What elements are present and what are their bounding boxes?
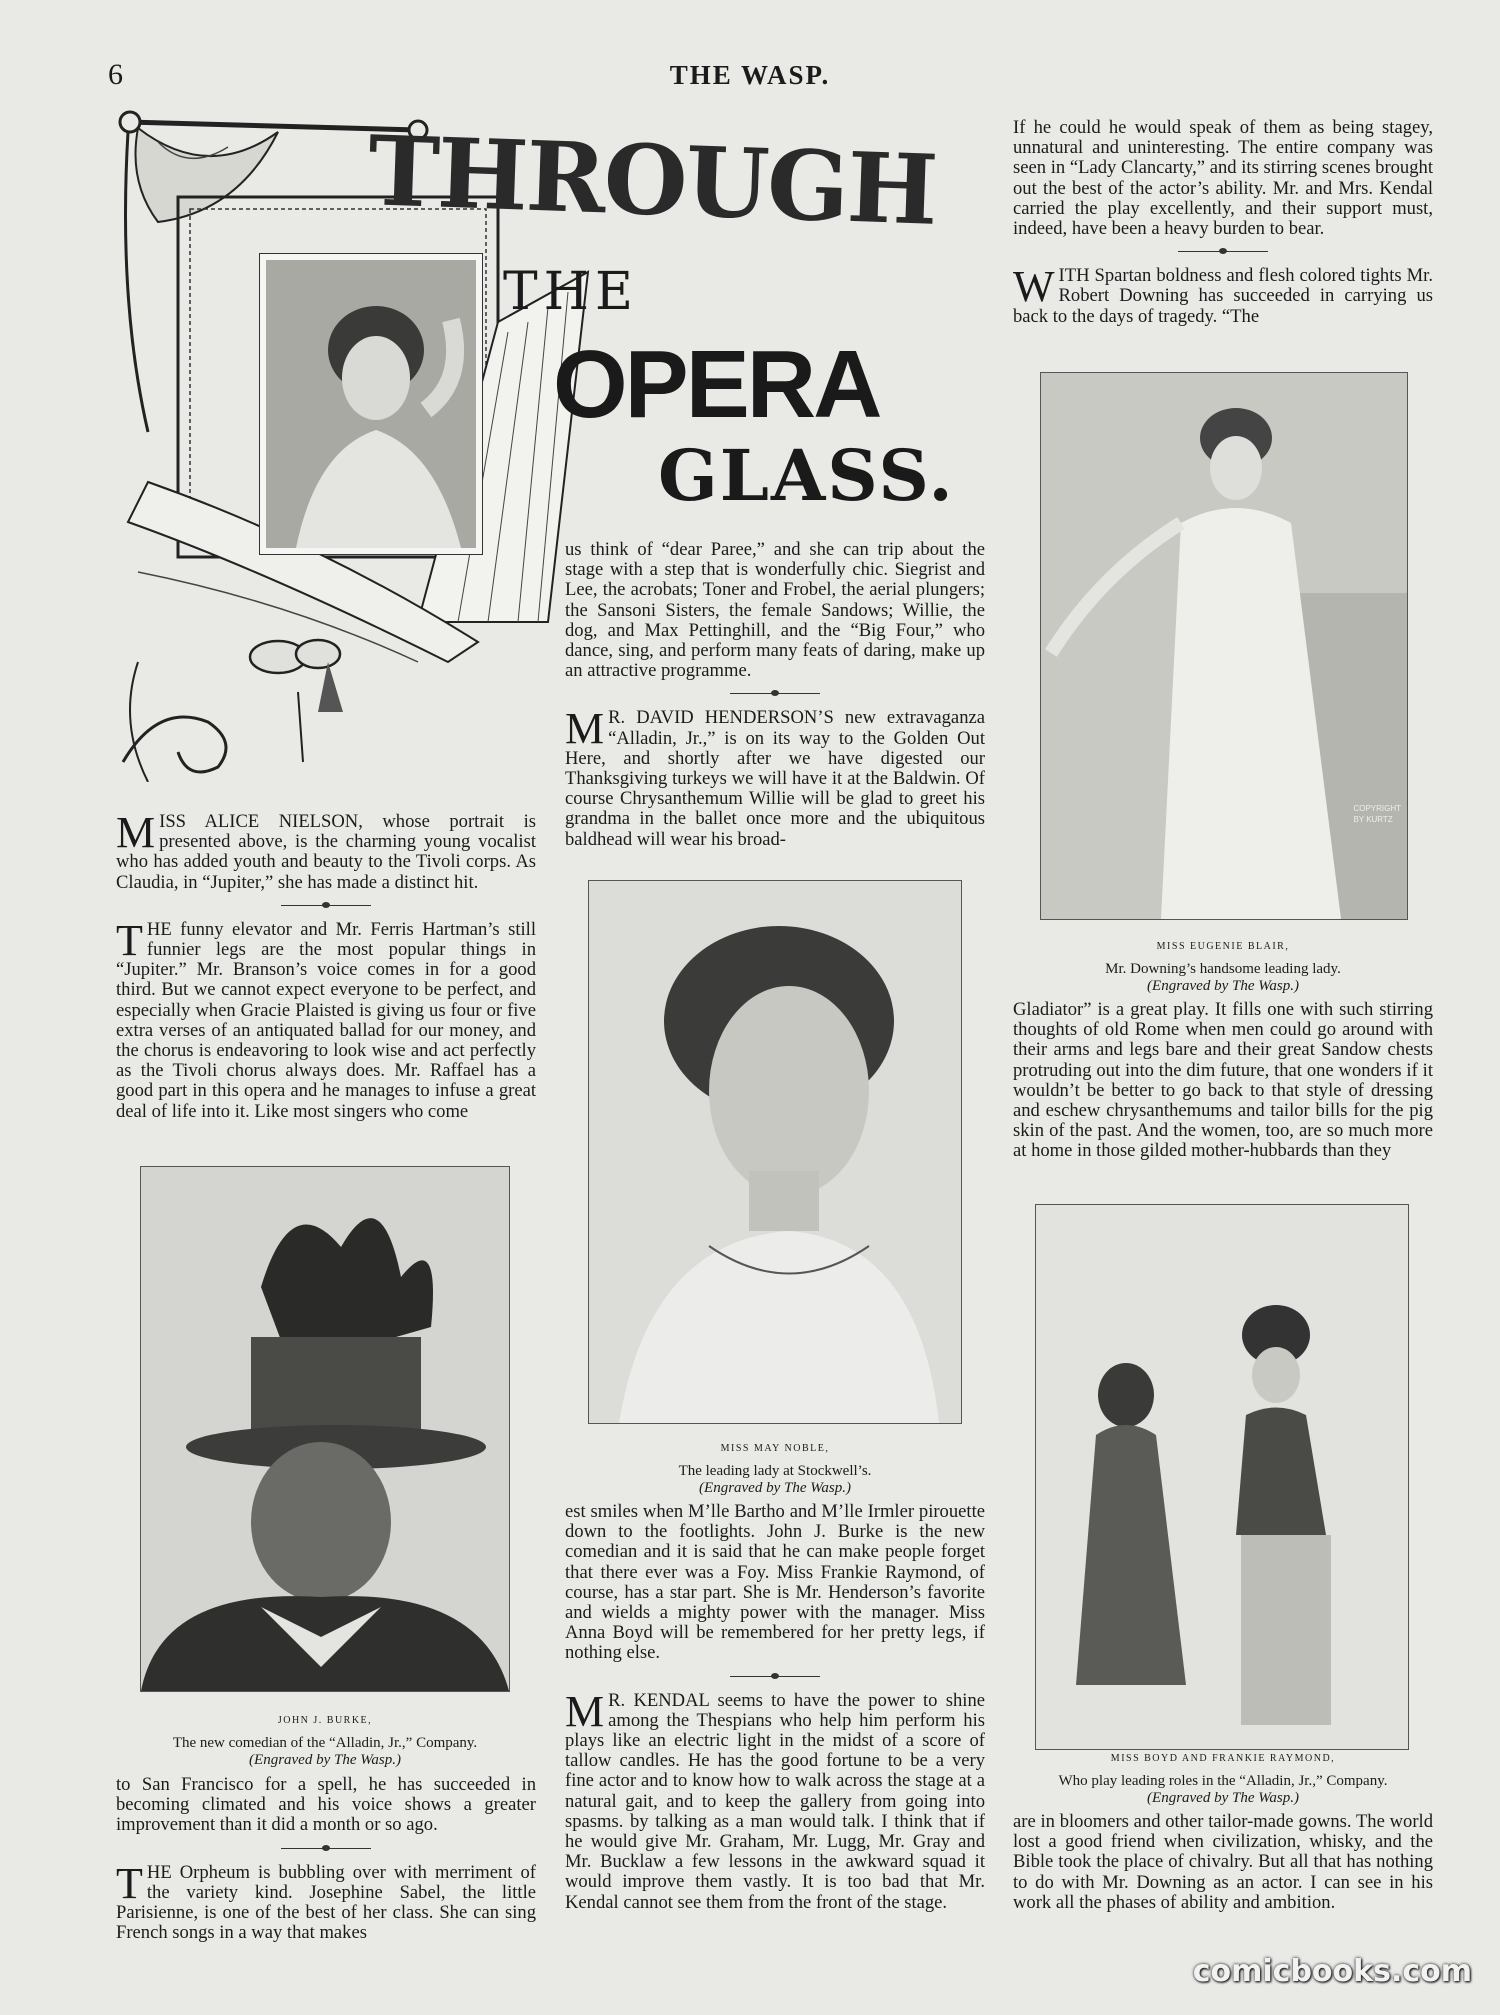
caption-name: MISS BOYD AND FRANKIE RAYMOND, <box>1110 1753 1336 1764</box>
paragraph-text: HE Orpheum is bubbling over with merriment of the variety kind. Josephine Sabel, the little Parisienne, is one of the best of her class. She can sing French songs in a way that makes <box>116 1861 536 1944</box>
paragraph-text: ITH Spartan boldness and flesh colored tights Mr. Robert Downing has succeeded in carrying us back to the days of tragedy. “The <box>1013 265 1433 327</box>
caption-line: The new comedian of the “Alladin, Jr.,” Company. <box>172 1735 478 1751</box>
drop-cap: T <box>116 915 143 965</box>
copyright-text: COPYRIGHT <box>1353 804 1401 813</box>
caption-credit: (Engraved by The Wasp.) <box>249 1752 401 1768</box>
paragraph-text: R. KENDAL seems to have the power to shine among the Thespians who help him perform his plays like an electric light in the midst of a score of tallow candles. He has the good fortune to be a very fine actor and to know how to walk across the stage at a natural gait, and to keep the gallery from going into spasms. by talking as a man would talk. I think that if he would give Mr. Graham, Mr. Lugg, Mr. Gray and Mr. Bucklaw a few lessons in the awkward squad it would improve them vastly. It is too bad that Mr. Kendal cannot see them from the front of the stage. <box>565 1689 985 1913</box>
column-2-bottom <box>565 1502 985 1925</box>
column-2-top <box>565 540 985 862</box>
caption-burke <box>120 1712 530 1769</box>
drop-cap: M <box>116 808 156 857</box>
caption-noble <box>570 1440 980 1497</box>
paragraph: est smiles when M’lle Bartho and M’lle Irmler pirouette down to the footlights. John J. Burke is the new comedian and it is said that he can make people forget that there ever was a Foy. Miss Frankie Raymond, of course, has a star part. She is Mr. Henderson’s favorite and wields a mighty power with the manager. Miss Anna Boyd will be remembered for her pretty legs, if nothing else. <box>565 1501 985 1664</box>
drop-cap: M <box>565 704 605 754</box>
caption-line: Who play leading roles in the “Alladin, Jr.,” Company. <box>1058 1773 1388 1789</box>
column-3-bottom <box>1013 1812 1433 1925</box>
paragraph <box>116 808 536 893</box>
paragraph-text: HE funny elevator and Mr. Ferris Hartman’s still funnier legs are the most popular things in “Jupiter.” Mr. Branson’s voice comes in for a good third. But we cannot expect everyone to be perfect, and especially when Gracie Plaisted is giving us four or five extra verses of an antiquated ballad for our money, and the chorus is endeavoring to look wise and act perfectly as the Tivoli chorus always does. Mr. Raffael has a good part in this opera and he manages to infuse a great deal of life into it. Like most singers who come <box>116 918 536 1122</box>
caption-name: JOHN J. BURKE, <box>277 1715 373 1726</box>
masthead: THE WASP. <box>669 60 831 90</box>
caption-blair <box>1018 938 1428 995</box>
paragraph <box>1013 262 1433 327</box>
page-number: 6 <box>108 58 123 91</box>
title-through: THROUGH <box>366 114 938 247</box>
title-the: THE <box>503 262 639 322</box>
caption-credit: (Engraved by The Wasp.) <box>1147 1790 1299 1806</box>
column-3-top <box>1013 118 1433 339</box>
title-glass: GLASS. <box>658 434 955 517</box>
paragraph: Gladiator” is a great play. It fills one with such stirring thoughts of old Rome when men could go around with their arms and legs bare and their great Sandow chests protruding out into the dim future, that one wonders if it wouldn’t be better to go back to that style of dressing and eschew chrysanthemums and tailor bills for the pig skin of the past. And the women, too, are so much more at home in those gilded mother-hubbards than they <box>1013 999 1433 1162</box>
portrait-alice-nielson <box>260 254 482 554</box>
paragraph <box>116 915 536 1122</box>
photo-may-noble <box>588 880 962 1424</box>
paragraph: are in bloomers and other tailor-made gowns. The world lost a good friend when civilization, whisky, and the Bible took the place of chivalry. But all that has nothing to do with Mr. Downing as an actor. I can see in his work all the phases of ability and ambition. <box>1013 1811 1433 1913</box>
column-3-middle <box>1013 1000 1433 1174</box>
caption-name: MISS EUGENIE BLAIR, <box>1156 941 1290 952</box>
paragraph-text: ISS ALICE NIELSON, whose portrait is presented above, is the charming young vocalist who has added youth and beauty to the Tivoli corps. As Claudia, in “Jupiter,” she has made a distinct hit. <box>116 811 536 893</box>
caption-name: MISS MAY NOBLE, <box>720 1443 830 1454</box>
divider <box>730 693 820 694</box>
caption-credit: (Engraved by The Wasp.) <box>699 1480 851 1496</box>
site-watermark: comicbooks.com <box>1192 1954 1472 1989</box>
paragraph: to San Francisco for a spell, he has succeeded in becoming climated and his voice shows a greater improvement than it did a month or so ago. <box>116 1774 536 1836</box>
divider <box>281 1848 371 1849</box>
paragraph <box>116 1858 536 1944</box>
drop-cap: T <box>116 1858 143 1908</box>
photo-eugenie-blair <box>1040 372 1408 920</box>
divider <box>1178 251 1268 252</box>
caption-line: Mr. Downing’s handsome leading lady. <box>1105 961 1341 977</box>
caption-credit: (Engraved by The Wasp.) <box>1147 978 1299 994</box>
paragraph: If he could he would speak of them as being stagey, unnatural and uninteresting. The entire company was seen in “Lady Clancarty,” and its stirring scenes brought out the best of the actor’s ability. Mr. and Mrs. Kendal carried the play excellently, and their support must, indeed, have been a heavy burden to bear. <box>1013 117 1433 240</box>
column-1-bottom <box>116 1775 536 1955</box>
caption-boyd <box>1018 1750 1428 1807</box>
paragraph: us think of “dear Paree,” and she can trip about the stage with a step that is wonderfully chic. Siegrist and Lee, the acrobats; Toner and Frobel, the aerial plungers; the Sansoni Sisters, the female Sandows; Willie, the dog, and Max Pettinghill, and the “Big Four,” who dance, sing, and perform many feats of daring, make up an attractive programme. <box>565 539 985 682</box>
drop-cap: M <box>565 1686 605 1736</box>
paragraph <box>565 704 985 850</box>
paragraph-text: R. DAVID HENDERSON’S new extravaganza “Alladin, Jr.,” is on its way to the Golden Out Here, and shortly after we have digested our Thanksgiving turkeys we will have it at the Baldwin. Of course Chrysanthemum Willie will be glad to greet his grandma in the ballet once more and the ubiquitous baldhead will wear his broad- <box>565 707 985 850</box>
title-opera: OPERA <box>553 331 880 438</box>
divider <box>730 1676 820 1677</box>
paragraph <box>565 1686 985 1913</box>
column-1-top <box>116 808 536 1134</box>
caption-line: The leading lady at Stockwell’s. <box>678 1463 872 1479</box>
divider <box>281 905 371 906</box>
photo-boyd-raymond <box>1035 1204 1409 1750</box>
copyright-by: BY KURTZ <box>1353 815 1393 824</box>
photo-copyright <box>1353 803 1401 825</box>
photo-john-burke <box>140 1166 510 1692</box>
drop-cap: W <box>1013 262 1055 312</box>
